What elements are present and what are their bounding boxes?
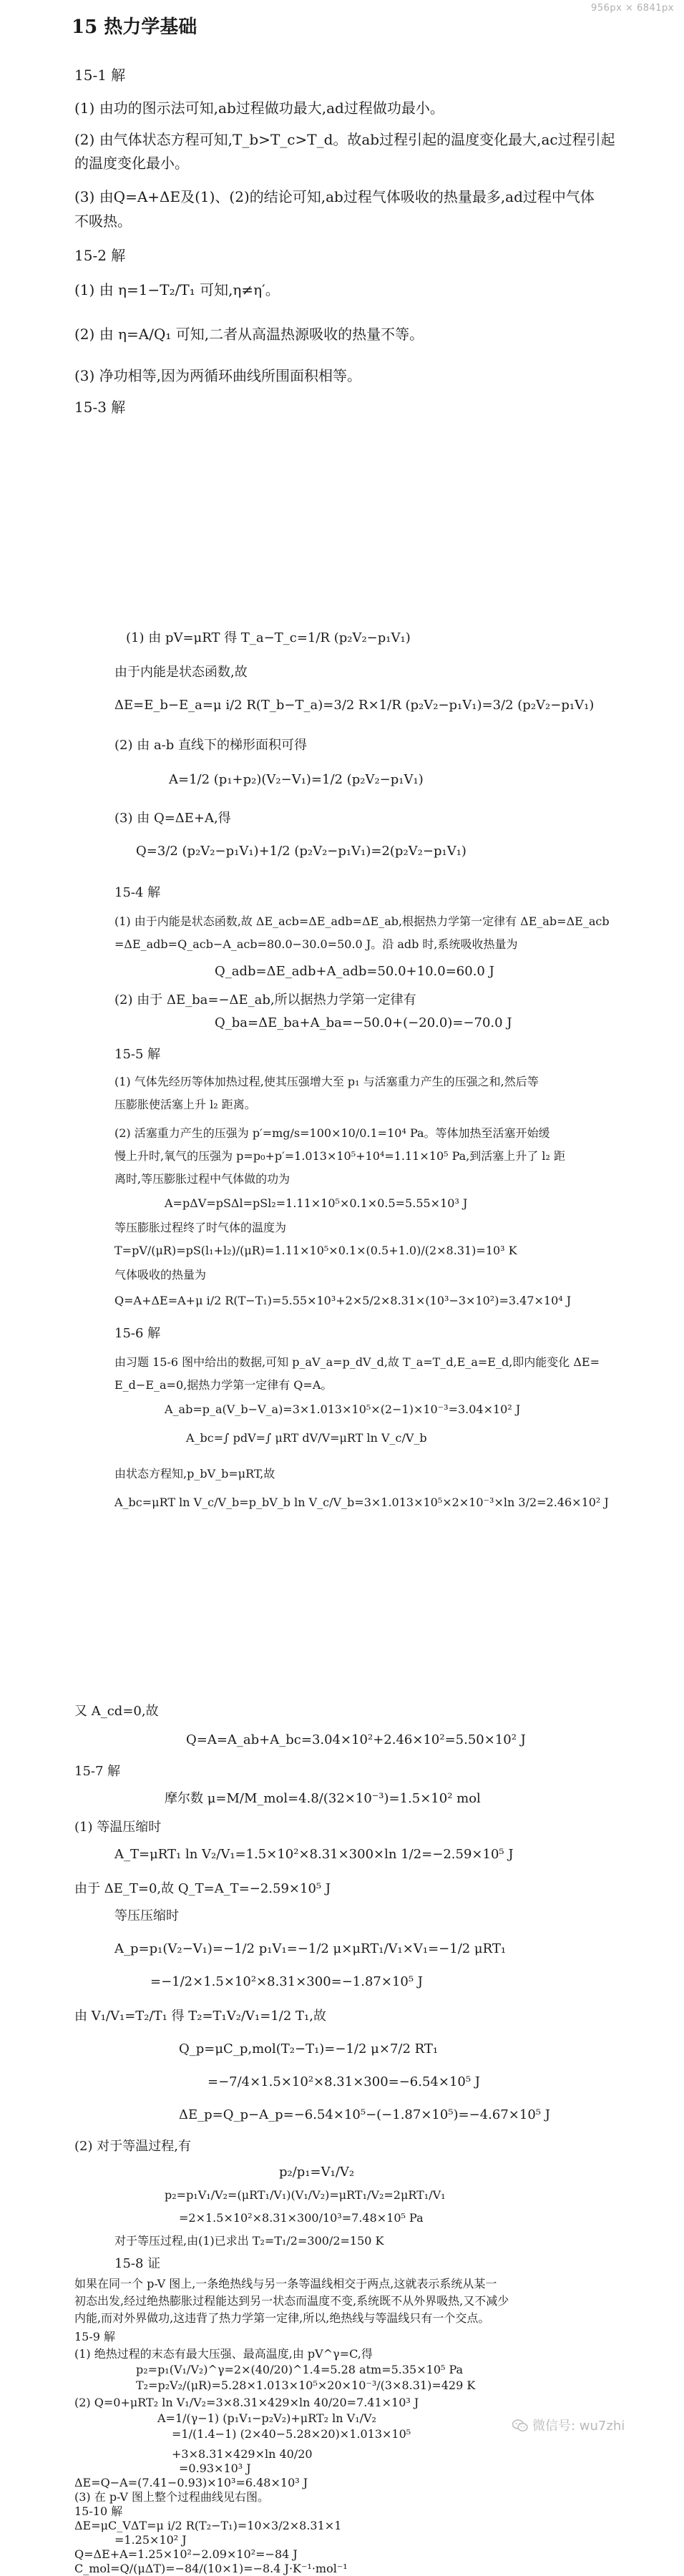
equation: Q=ΔE+A=1.25×10²−2.09×10²=−84 J xyxy=(74,2547,298,2561)
equation: =−1/2×1.5×10²×8.31×300=−1.87×10⁵ J xyxy=(150,1974,424,1989)
text-line: 内能,而对外界做功,这违背了热力学第一定律,所以,绝热线与等温线只有一个交点。 xyxy=(74,2311,490,2325)
text-line: E_d−E_a=0,据热力学第一定律有 Q=A。 xyxy=(114,1378,333,1392)
equation: =1/(1.4−1) (2×40−5.28×20)×1.013×10⁵ xyxy=(172,2427,411,2441)
equation: =2×1.5×10²×8.31×300/10³=7.48×10⁵ Pa xyxy=(179,2211,424,2225)
equation: Q=A+ΔE=A+μ i/2 R(T−T₁)=5.55×10³+2×5/2×8.31×(10³−3×10²)=3.47×10⁴ J xyxy=(114,1294,572,1307)
section-heading: 15-9 解 xyxy=(74,2330,116,2343)
text-line: (1) 绝热过程的末态有最大压强、最高温度,由 pV^γ=C,得 xyxy=(74,2347,373,2361)
equation: p₂=p₁V₁/V₂=(μRT₁/V₁)(V₁/V₂)=μRT₁/V₂=2μRT₁/V₁ xyxy=(165,2188,446,2202)
text-line: 如果在同一个 p-V 图上,一条绝热线与另一条等温线相交于两点,这就表示系统从某一 xyxy=(74,2277,497,2290)
equation: =1.25×10² J xyxy=(114,2533,187,2547)
text-line: 压膨胀使活塞上升 l₂ 距离。 xyxy=(114,1098,256,1111)
equation: (2) Q=0+μRT₂ ln V₁/V₂=3×8.31×429×ln 40/20=7.41×10³ J xyxy=(74,2396,419,2409)
text-line: =ΔE_adb=Q_acb−A_acb=80.0−30.0=50.0 J。沿 adb 时,系统吸收热量为 xyxy=(114,937,518,951)
watermark-text: 微信号: wu7zhi xyxy=(532,2419,625,2434)
text-line: (1) 由于内能是状态函数,故 ΔE_acb=ΔE_adb=ΔE_ab,根据热力学第一定律有 ΔE_ab=ΔE_acb xyxy=(114,914,610,928)
equation: ΔE=E_b−E_a=μ i/2 R(T_b−T_a)=3/2 R×1/R (p₂V₂−p₁V₁)=3/2 (p₂V₂−p₁V₁) xyxy=(114,698,595,713)
equation: 摩尔数 μ=M/M_mol=4.8/(32×10⁻³)=1.5×10² mol xyxy=(165,1791,481,1806)
equation: ΔE_p=Q_p−A_p=−6.54×10⁵−(−1.87×10⁵)=−4.67×10⁵ J xyxy=(179,2107,550,2122)
equation: A=1/(γ−1) (p₁V₁−p₂V₂)+μRT₂ ln V₁/V₂ xyxy=(157,2411,376,2425)
equation: p₂=p₁(V₁/V₂)^γ=2×(40/20)^1.4=5.28 atm=5.35×10⁵ Pa xyxy=(136,2363,464,2376)
text-line: (3) 由Q=A+ΔE及(1)、(2)的结论可知,ab过程气体吸收的热量最多,ad过程中气体 xyxy=(74,188,595,205)
text-line: 离时,等压膨胀过程中气体做的功为 xyxy=(114,1172,290,1186)
equation: =−7/4×1.5×10²×8.31×300=−6.54×10⁵ J xyxy=(207,2074,481,2089)
equation: A=pΔV=pSΔl=pSl₂=1.11×10⁵×0.1×0.5=5.55×10³ J xyxy=(165,1196,468,1210)
image-size-label: 956px × 6841px xyxy=(591,3,674,14)
text-line: (1) 由功的图示法可知,ab过程做功最大,ad过程做功最小。 xyxy=(74,99,444,117)
text-line: (2) 活塞重力产生的压强为 p′=mg/s=100×10/0.1=10⁴ Pa。等体加热至活塞开始缓 xyxy=(114,1126,550,1140)
text-line: (2) 由气体状态方程可知,T_b>T_c>T_d。故ab过程引起的温度变化最大,ac过程引起 xyxy=(74,131,615,148)
equation: T₂=p₂V₂/(μR)=5.28×1.013×10⁵×20×10⁻³/(3×8.31)=429 K xyxy=(136,2379,476,2392)
text-line: (2) 对于等温过程,有 xyxy=(74,2139,191,2154)
section-heading: 15-4 解 xyxy=(114,885,161,900)
equation: A_T=μRT₁ ln V₂/V₁=1.5×10²×8.31×300×ln 1/2=−2.59×10⁵ J xyxy=(114,1847,514,1862)
section-heading: 15-5 解 xyxy=(114,1047,161,1062)
equation: A_bc=∫ pdV=∫ μRT dV/V=μRT ln V_c/V_b xyxy=(186,1431,427,1445)
text-line: (1) 气体先经历等体加热过程,使其压强增大至 p₁ 与活塞重力产生的压强之和,然后等 xyxy=(114,1075,539,1088)
text-line: (1) 由 pV=μRT 得 T_a−T_c=1/R (p₂V₂−p₁V₁) xyxy=(126,630,411,645)
section-heading: 15-2 解 xyxy=(74,247,126,264)
text-line: 又 A_cd=0,故 xyxy=(74,1704,159,1719)
section-heading: 15-10 解 xyxy=(74,2504,123,2518)
text-line: 的温度变化最小。 xyxy=(74,155,189,172)
equation: C_mol=Q/(μΔT)=−84/(10×1)=−8.4 J·K⁻¹·mol⁻¹ xyxy=(74,2562,348,2575)
text-line: (3) 在 p-V 图上整个过程曲线见右图。 xyxy=(74,2490,269,2504)
wechat-icon xyxy=(512,2419,528,2432)
text-line: 对于等压过程,由(1)已求出 T₂=T₁/2=300/2=150 K xyxy=(114,2234,384,2248)
text-line: 等压压缩时 xyxy=(114,1908,179,1923)
text-line: 初态出发,经过绝热膨胀过程能达到另一状态而温度不变,系统既不从外界吸热,又不减少 xyxy=(74,2294,509,2308)
equation: ΔE=μC_VΔT=μ i/2 R(T₂−T₁)=10×3/2×8.31×1 xyxy=(74,2519,342,2532)
text-line: 不吸热。 xyxy=(74,213,132,230)
text-line: (2) 由 η=A/Q₁ 可知,二者从高温热源吸收的热量不等。 xyxy=(74,326,424,343)
text-line: 由于 ΔE_T=0,故 Q_T=A_T=−2.59×10⁵ J xyxy=(74,1881,331,1896)
equation: A_bc=μRT ln V_c/V_b=p_bV_b ln V_c/V_b=3×1.013×10⁵×2×10⁻³×ln 3/2=2.46×10² J xyxy=(114,1496,609,1509)
text-line: (3) 净功相等,因为两循环曲线所围面积相等。 xyxy=(74,367,362,384)
equation: A_p=p₁(V₂−V₁)=−1/2 p₁V₁=−1/2 μ×μRT₁/V₁×V₁=−1/2 μRT₁ xyxy=(114,1941,507,1956)
equation: A=1/2 (p₁+p₂)(V₂−V₁)=1/2 (p₂V₂−p₁V₁) xyxy=(169,772,424,787)
text-line: 慢上升时,氧气的压强为 p=p₀+p′=1.013×10⁵+10⁴=1.11×10⁵ Pa,到活塞上升了 l₂ 距 xyxy=(114,1149,566,1163)
text-line: (2) 由于 ΔE_ba=−ΔE_ab,所以据热力学第一定律有 xyxy=(114,992,416,1008)
text-line: 气体吸收的热量为 xyxy=(114,1268,207,1282)
text-line: 由 V₁/V₁=T₂/T₁ 得 T₂=T₁V₂/V₁=1/2 T₁,故 xyxy=(74,2009,326,2024)
text-line: (2) 由 a-b 直线下的梯形面积可得 xyxy=(114,738,307,753)
section-heading: 15-7 解 xyxy=(74,1764,121,1779)
equation: Q_p=μC_p,mol(T₂−T₁)=−1/2 μ×7/2 RT₁ xyxy=(179,2041,439,2057)
equation: Q=3/2 (p₂V₂−p₁V₁)+1/2 (p₂V₂−p₁V₁)=2(p₂V₂−p₁V₁) xyxy=(136,844,466,859)
equation: T=pV/(μR)=pS(l₁+l₂)/(μR)=1.11×10⁵×0.1×(0.5+1.0)/(2×8.31)=10³ K xyxy=(114,1244,517,1257)
wechat-watermark xyxy=(512,2416,625,2434)
section-heading: 15-6 解 xyxy=(114,1326,161,1341)
equation: Q_adb=ΔE_adb+A_adb=50.0+10.0=60.0 J xyxy=(215,964,494,979)
text-line: (3) 由 Q=ΔE+A,得 xyxy=(114,811,231,826)
text-line: 由于内能是状态函数,故 xyxy=(114,665,248,680)
equation: A_ab=p_a(V_b−V_a)=3×1.013×10⁵×(2−1)×10⁻³=3.04×10² J xyxy=(165,1402,521,1416)
section-heading: 15-3 解 xyxy=(74,399,126,416)
chapter-title: 15 热力学基础 xyxy=(72,16,197,38)
text-line: (1) 等温压缩时 xyxy=(74,1820,162,1835)
equation: Q_ba=ΔE_ba+A_ba=−50.0+(−20.0)=−70.0 J xyxy=(215,1015,512,1030)
equation: ΔE=Q−A=(7.41−0.93)×10³=6.48×10³ J xyxy=(74,2476,308,2489)
text-line: 等压膨胀过程终了时气体的温度为 xyxy=(114,1221,287,1234)
text-line: 由习题 15-6 图中给出的数据,可知 p_aV_a=p_dV_d,故 T_a=T_d,E_a=E_d,即内能变化 ΔE= xyxy=(114,1355,600,1369)
text-line: 由状态方程知,p_bV_b=μRT,故 xyxy=(114,1467,275,1480)
equation: +3×8.31×429×ln 40/20 xyxy=(172,2447,313,2461)
section-heading: 15-8 证 xyxy=(114,2256,161,2271)
text-line: (1) 由 η=1−T₂/T₁ 可知,η≠η′。 xyxy=(74,281,280,298)
equation: Q=A=A_ab+A_bc=3.04×10²+2.46×10²=5.50×10² J xyxy=(186,1732,526,1747)
equation: =0.93×10³ J xyxy=(179,2462,251,2475)
equation: p₂/p₁=V₁/V₂ xyxy=(279,2165,355,2180)
section-heading: 15-1 解 xyxy=(74,67,126,84)
